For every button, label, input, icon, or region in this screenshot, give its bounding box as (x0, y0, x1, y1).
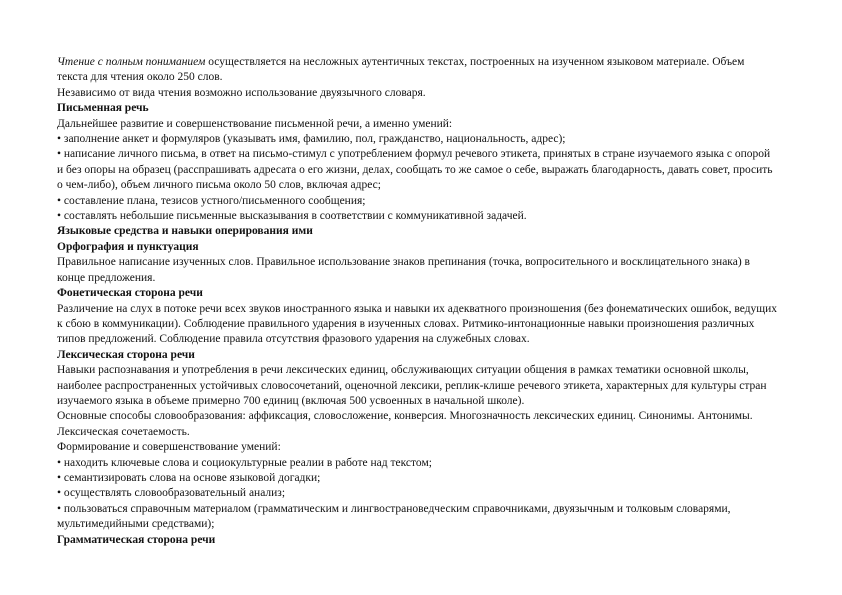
writing-item: • составление плана, тезисов устного/письменного сообщения; (57, 194, 366, 207)
writing-item: • заполнение анкет и формуляров (указывать имя, фамилию, пол, гражданство, национальность, адрес); (57, 133, 566, 146)
skills-item: • осуществлять словообразовательный анализ; (57, 487, 286, 500)
reading-paragraph (57, 55, 777, 86)
heading-lexical: Лексическая сторона речи (57, 348, 195, 361)
heading-writing: Письменная речь (57, 102, 149, 115)
skills-item: • находить ключевые слова и социокультурные реалии в работе над текстом; (57, 456, 432, 469)
writing-item: • написание личного письма, в ответ на письмо-стимул с употреблением формул речевого этикета, принятых в стране изучаемого языка с опорой и без опоры на образец (расспрашивать адресата о его жизни, делах, сообщать то же самое о себе, выражать благодарность, давать совет, просить о чем-либо), объем личного письма около 50 слов, включая адрес; (57, 148, 773, 192)
writing-intro: Дальнейшее развитие и совершенствование письменной речи, а именно умений: (57, 117, 453, 130)
skills-item: • семантизировать слова на основе языковой догадки; (57, 471, 321, 484)
spelling-text: Правильное написание изученных слов. Правильное использование знаков препинания (точка, вопросительного и восклицательного знака) в конце предложения. (57, 256, 750, 284)
skills-item: • пользоваться справочным материалом (грамматическим и лингвострановедческим справочниками, двуязычным и толковым словарями, мультимедийными средствами); (57, 502, 731, 531)
dictionary-note: Независимо от вида чтения возможно использование двуязычного словаря. (57, 86, 426, 99)
reading-description: осуществляется на несложных аутентичных текстах, построенных на изученном языковом материале. Объем текста для чтения около 250 слов. (57, 56, 745, 84)
writing-item: • составлять небольшие письменные высказывания в соответствии с коммуникативной задачей. (57, 210, 527, 223)
word-formation-text: Основные способы словообразования: аффиксация, словосложение, конверсия. Многозначность лексических единиц. Синонимы. Антонимы. Лексическая сочетаемость. (57, 410, 753, 438)
lexical-text: Навыки распознавания и употребления в речи лексических единиц, обслуживающих ситуации общения в рамках тематики основной школы, наиболее распространенных устойчивых словосочетаний, оценочной лексики, реплик-клише речевого этикета, характерных для культуры стран изучаемого языка в объеме примерно 700 единиц (включая 500 усвоенных в начальной школе). (57, 364, 767, 407)
document-body (57, 55, 777, 548)
skills-intro: Формирование и совершенствование умений: (57, 441, 281, 454)
heading-grammar: Грамматическая сторона речи (57, 533, 216, 546)
heading-spelling: Орфография и пунктуация (57, 240, 199, 253)
phonetic-text: Различение на слух в потоке речи всех звуков иностранного языка и навыки их адекватного произношения (без фонематических ошибок, ведущих к сбою в коммуникации). Соблюдение правильного ударения в изученных словах. Ритмико-интонационные навыки произношения различных типов предложений. Соблюдение правила отсутствия фразового ударения на служебных словах. (57, 302, 778, 346)
heading-language-means: Языковые средства и навыки оперирования ими (57, 225, 313, 238)
heading-phonetic: Фонетическая сторона речи (57, 287, 203, 300)
reading-term: Чтение с полным пониманием (57, 56, 206, 68)
